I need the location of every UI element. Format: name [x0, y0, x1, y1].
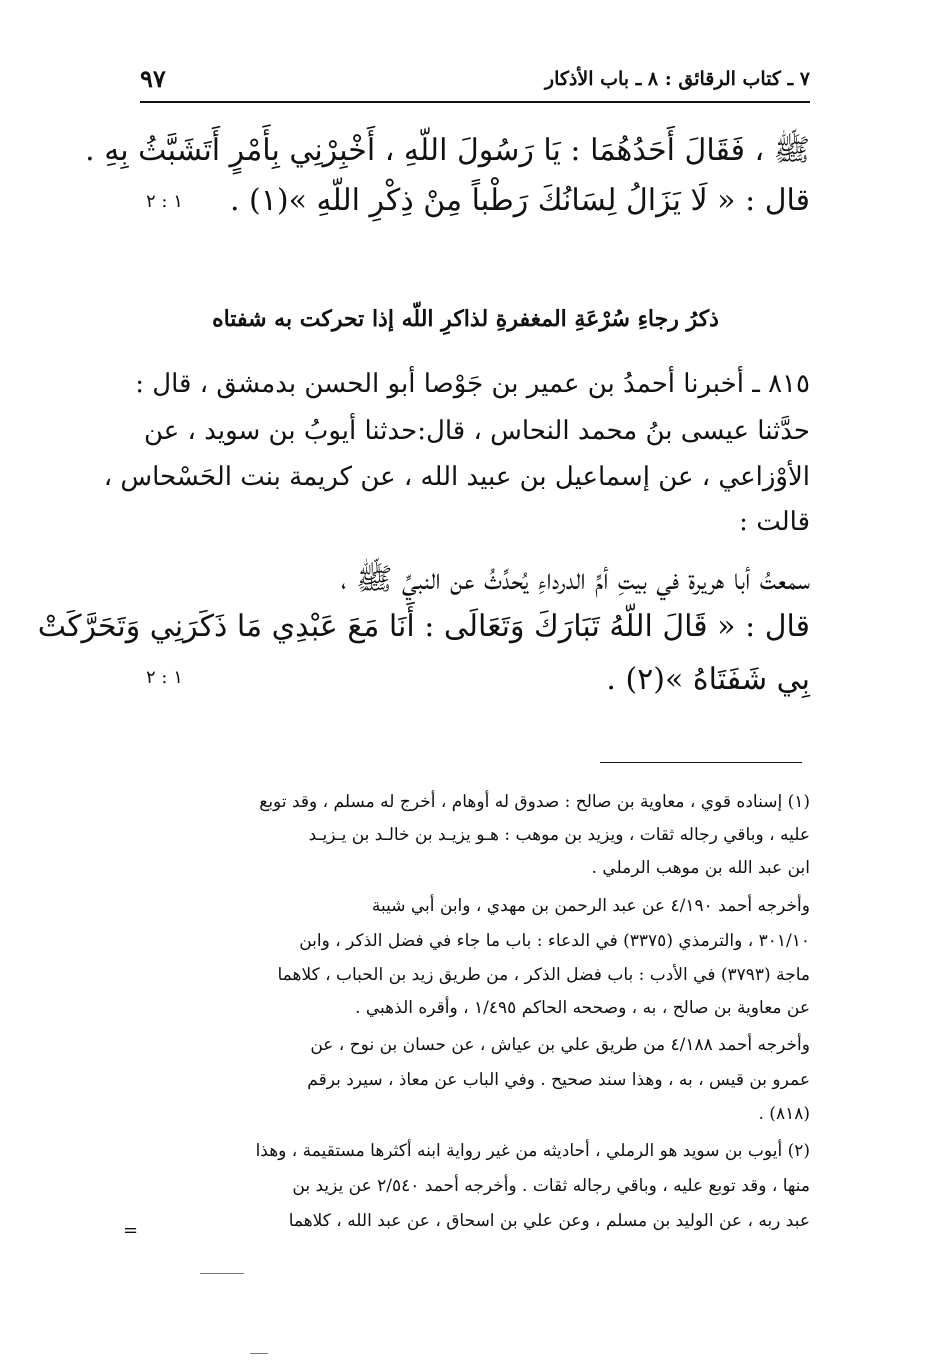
continuation-mark: =	[123, 1220, 139, 1241]
matn-line-3: بِي شَفَتَاهُ »(٢) .	[606, 662, 810, 697]
footnote-2-line-3: عبد ربه ، عن الوليد بن مسلم ، وعن علي بن اسحاق ، عن عبد الله ، كلاهما	[288, 1211, 810, 1231]
footnote-separator	[600, 762, 802, 763]
footnote-1-line-10: (٨١٨) .	[758, 1104, 810, 1124]
footnote-1-line-2: عليه ، وباقي رجاله ثقات ، ويزيد بن موهب : هـو يزيـد بن خالـد بن يـزيـد	[308, 825, 810, 845]
footnote-2-line-1: (٢) أيوب بن سويد هو الرملي ، أحاديثه من غير رواية ابنه أكثرها مستقيمة ، وهذا	[255, 1141, 810, 1161]
matn-line-1: سمعتُ أبا هريرة في بيتِ أمِّ الدرداءِ يُحدِّثُ عن النبيِّ ﷺ ،	[340, 562, 810, 597]
isnad-line-4: قالت :	[739, 507, 810, 537]
top-passage-line-2: قال : « لَا يَزَالُ لِسَانُكَ رَطْباً مِنْ ذِكْرِ اللّهِ »(١) .	[229, 183, 810, 218]
page-number: ٩٧	[140, 64, 166, 93]
footnote-1-line-6: ماجة (٣٧٩٣) في الأدب : باب فضل الذكر ، من طريق زيد بن الحباب ، كلاهما	[277, 965, 810, 985]
footnote-1-line-9: عمرو بن قيس ، به ، وهذا سند صحيح . وفي الباب عن معاذ ، سيرد برقم	[307, 1070, 810, 1090]
top-passage-line-1: ﷺ ، فَقَالَ أَحَدُهُمَا : يَا رَسُولَ اللّهِ ، أَخْبِرْنِي بِأَمْرٍ أَتَشَبَّثُ بِهِ .	[85, 133, 810, 168]
footnote-1-line-7: عن معاوية بن صالح ، به ، وصححه الحاكم ١/٤٩٥ ، وأقره الذهبي .	[355, 998, 810, 1018]
section-heading: ذكرُ رجاءِ سُرْعَةِ المغفرةِ لذاكرِ اللّه إذا تحركت به شفتاه	[212, 306, 719, 332]
chapter-title: ٧ ـ كتاب الرقائق : ٨ ـ باب الأذكار	[544, 68, 810, 90]
scan-mark-small	[250, 1353, 268, 1354]
section-reference: ١ : ٢	[146, 667, 183, 688]
isnad-line-1: ٨١٥ ـ أخبرنا أحمدُ بن عمير بن جَوْصا أبو الحسن بدمشق ، قال :	[135, 369, 810, 399]
scan-mark	[200, 1273, 244, 1274]
footnote-1-line-3: ابن عبد الله بن موهب الرملي .	[591, 858, 810, 878]
running-header	[140, 62, 810, 100]
footnote-2-line-2: منها ، وقد توبع عليه ، وباقي رجاله ثقات . وأخرجه أحمد ٢/٥٤٠ عن يزيد بن	[292, 1176, 810, 1196]
isnad-line-3: الأوْزاعي ، عن إسماعيل بن عبيد الله ، عن كريمة بنت الحَسْحاس ،	[103, 462, 810, 492]
isnad-line-2: حدَّثنا عيسى بنُ محمد النحاس ، قال:حدثنا أيوبُ بن سويد ، عن	[143, 416, 810, 446]
matn-line-2: قال : « قَالَ اللّهُ تَبَارَكَ وَتَعَالَى : أَنَا مَعَ عَبْدِي مَا ذَكَرَنِي وَتَحَرَّكَتْ	[37, 609, 810, 644]
header-rule	[140, 101, 810, 103]
top-passage-reference: ١ : ٢	[146, 191, 183, 212]
footnote-1-line-5: ٣٠١/١٠ ، والترمذي (٣٣٧٥) في الدعاء : باب ما جاء في فضل الذكر ، وابن	[299, 931, 810, 951]
footnote-1-line-8: وأخرجه أحمد ٤/١٨٨ من طريق علي بن عياش ، عن حسان بن نوح ، عن	[310, 1035, 810, 1055]
footnote-1-line-1: (١) إسناده قوي ، معاوية بن صالح : صدوق له أوهام ، أخرج له مسلم ، وقد توبع	[259, 792, 810, 812]
footnote-1-line-4: وأخرجه أحمد ٤/١٩٠ عن عبد الرحمن بن مهدي ، وابن أبي شيبة	[371, 896, 810, 916]
